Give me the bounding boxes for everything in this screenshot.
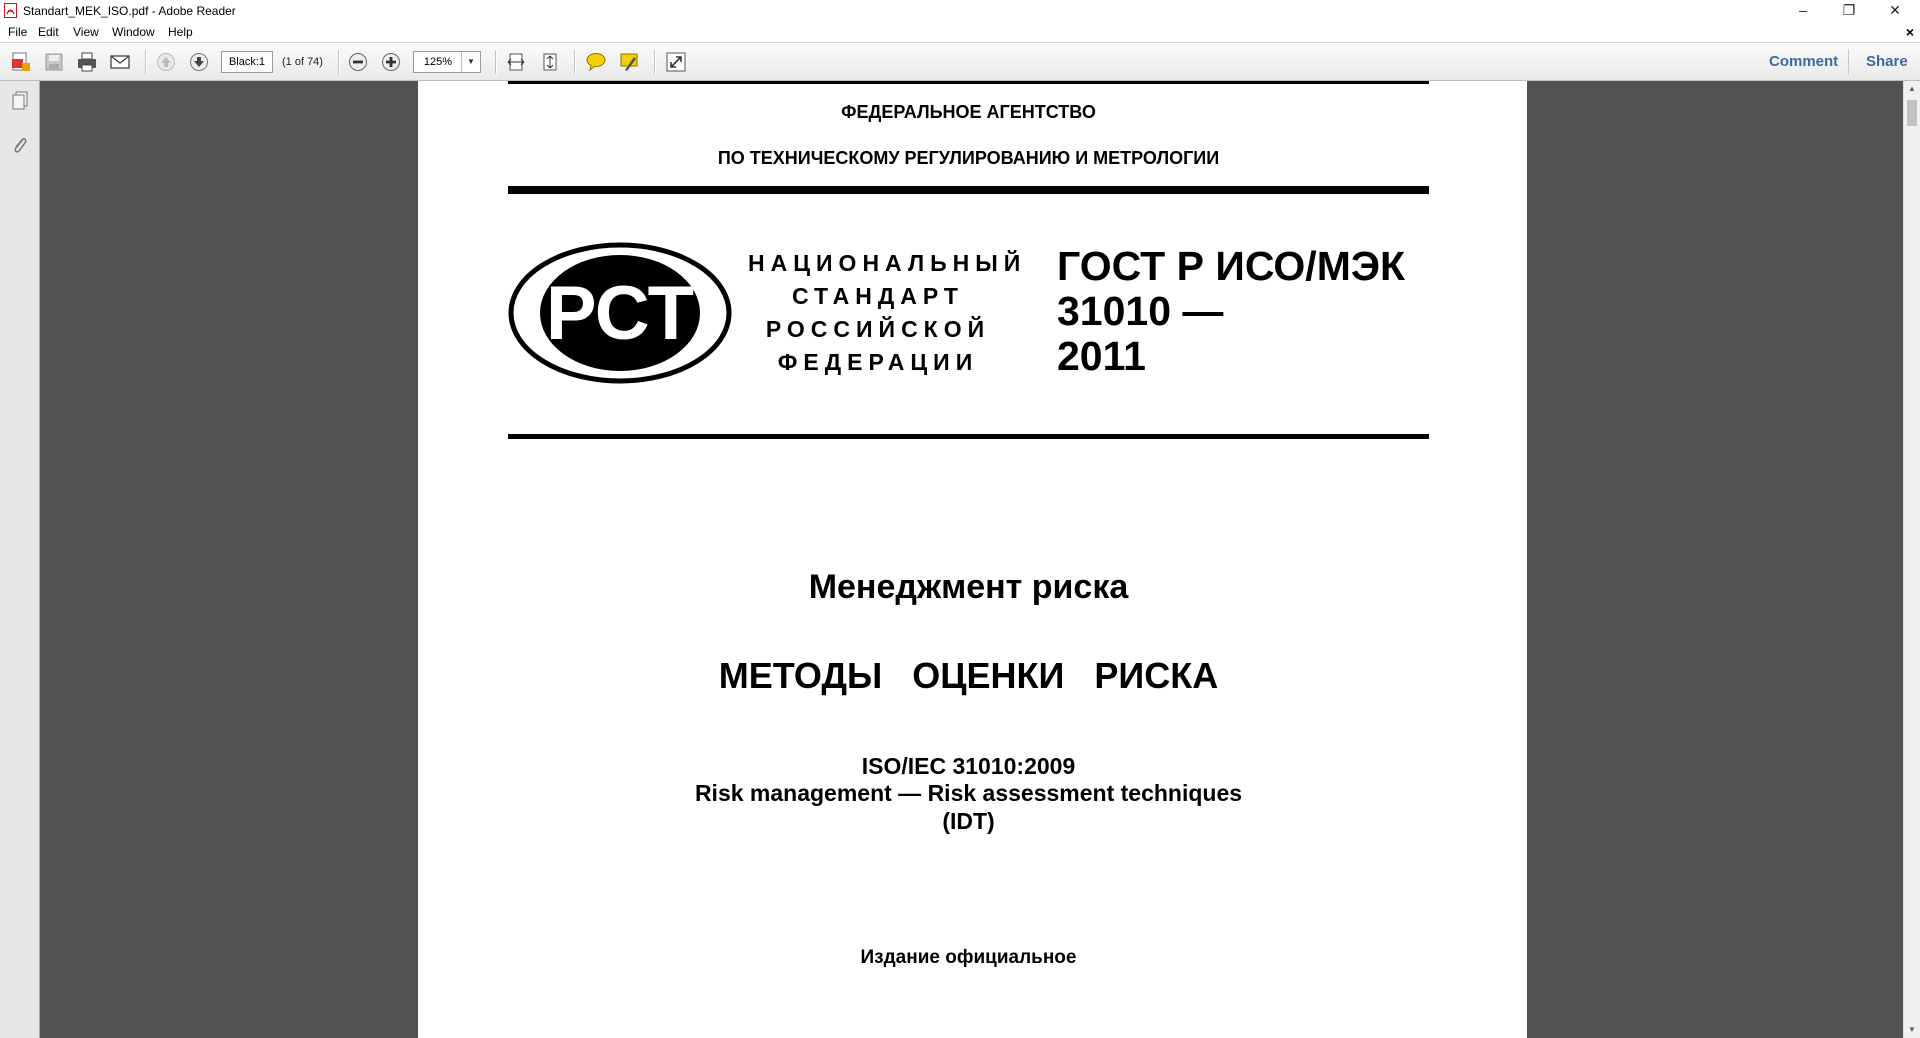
rst-logo-icon <box>508 241 732 385</box>
title-bar <box>0 0 1920 22</box>
fit-page-button[interactable] <box>537 49 563 75</box>
scroll-down-icon[interactable]: ▼ <box>1908 1025 1916 1034</box>
minimize-button[interactable]: – <box>1799 2 1807 18</box>
national-standard-line: НАЦИОНАЛЬНЫЙ <box>748 250 1027 276</box>
vertical-scrollbar[interactable] <box>1903 81 1920 1038</box>
pdf-page <box>418 81 1527 1038</box>
arrow-down-icon <box>189 52 209 72</box>
save-icon <box>44 52 64 72</box>
expand-icon <box>665 51 687 73</box>
toolbar-separator <box>654 50 656 74</box>
iso-code: ISO/IEC 31010:2009 <box>861 753 1076 779</box>
page-rule-top <box>508 81 1429 84</box>
national-standard-block <box>748 247 1027 379</box>
attachments-button[interactable] <box>9 133 31 157</box>
fit-width-icon <box>506 52 526 72</box>
toolbar <box>0 42 1920 81</box>
share-pane-button[interactable]: Share <box>1866 53 1908 70</box>
menu-window[interactable]: Window <box>112 25 155 39</box>
print-icon <box>76 51 98 73</box>
zoom-select[interactable] <box>413 51 481 73</box>
close-window-button[interactable]: ✕ <box>1889 2 1901 18</box>
create-pdf-icon <box>10 51 32 73</box>
document-title: Менеджмент риска <box>808 568 1129 606</box>
navigation-pane <box>0 81 40 1038</box>
page-number-input[interactable]: Black:1 <box>221 51 273 73</box>
gost-number <box>1057 244 1405 379</box>
toolbar-separator <box>1848 49 1849 75</box>
zoom-value: 125% <box>423 56 453 68</box>
arrow-up-icon <box>156 52 176 72</box>
email-button[interactable] <box>107 49 133 75</box>
menu-view[interactable]: View <box>73 25 99 39</box>
paperclip-icon <box>10 134 30 156</box>
previous-page-button[interactable] <box>153 49 179 75</box>
toolbar-separator <box>574 50 576 74</box>
menu-help[interactable]: Help <box>168 25 193 39</box>
zoom-in-button[interactable] <box>378 49 404 75</box>
iso-title: Risk management — Risk assessment techniques <box>694 780 1243 806</box>
edition-label: Издание официальное <box>860 947 1077 968</box>
print-button[interactable] <box>74 49 100 75</box>
idt-label: (IDT) <box>942 808 995 834</box>
comment-bubble-icon <box>585 51 607 73</box>
save-button[interactable] <box>41 49 67 75</box>
gost-line-3: 2011 <box>1057 333 1146 379</box>
menu-bar <box>0 22 1920 42</box>
scroll-up-icon[interactable]: ▲ <box>1908 84 1916 93</box>
scroll-thumb[interactable] <box>1907 100 1917 126</box>
pages-icon <box>10 90 30 112</box>
fit-page-icon <box>540 52 560 72</box>
zoom-out-button[interactable] <box>345 49 371 75</box>
toolbar-separator <box>338 50 340 74</box>
page-thumbnails-button[interactable] <box>9 89 31 113</box>
email-icon <box>109 51 131 73</box>
fit-width-button[interactable] <box>503 49 529 75</box>
menu-file[interactable]: File <box>8 25 28 39</box>
menu-edit[interactable]: Edit <box>38 25 59 39</box>
next-page-button[interactable] <box>186 49 212 75</box>
pdf-file-icon <box>4 3 17 18</box>
highlight-button[interactable] <box>616 49 642 75</box>
divider-rule <box>508 434 1429 439</box>
sticky-note-button[interactable] <box>583 49 609 75</box>
comment-pane-button[interactable]: Comment <box>1769 53 1839 70</box>
document-subtitle: МЕТОДЫ ОЦЕНКИ РИСКА <box>718 655 1219 696</box>
highlighter-icon <box>618 51 640 73</box>
page-count: (1 of 74) <box>282 56 323 68</box>
logo-text: РСТ <box>545 271 695 356</box>
create-pdf-button[interactable] <box>8 49 34 75</box>
toolbar-separator <box>145 50 147 74</box>
chevron-down-icon[interactable]: ▼ <box>461 52 480 72</box>
thick-rule <box>508 186 1429 194</box>
agency-line-1: ФЕДЕРАЛЬНОЕ АГЕНТСТВО <box>841 102 1096 122</box>
gost-line-2: 31010 — <box>1057 288 1224 334</box>
gost-line-1: ГОСТ Р ИСО/МЭК <box>1057 243 1406 289</box>
national-standard-line: РОССИЙСКОЙ <box>765 316 991 342</box>
toolbar-separator <box>495 50 497 74</box>
window-title: Standart_MEK_ISO.pdf - Adobe Reader <box>23 4 236 18</box>
national-standard-line: ФЕДЕРАЦИИ <box>777 349 979 375</box>
close-document-button[interactable]: × <box>1905 24 1914 40</box>
expand-button[interactable] <box>663 49 689 75</box>
minus-circle-icon <box>348 52 368 72</box>
document-viewport[interactable] <box>40 81 1903 1038</box>
agency-line-2: ПО ТЕХНИЧЕСКОМУ РЕГУЛИРОВАНИЮ И МЕТРОЛОГИИ <box>717 148 1220 168</box>
restore-button[interactable]: ❐ <box>1842 2 1856 18</box>
national-standard-line: СТАНДАРТ <box>792 283 964 309</box>
plus-circle-icon <box>381 52 401 72</box>
